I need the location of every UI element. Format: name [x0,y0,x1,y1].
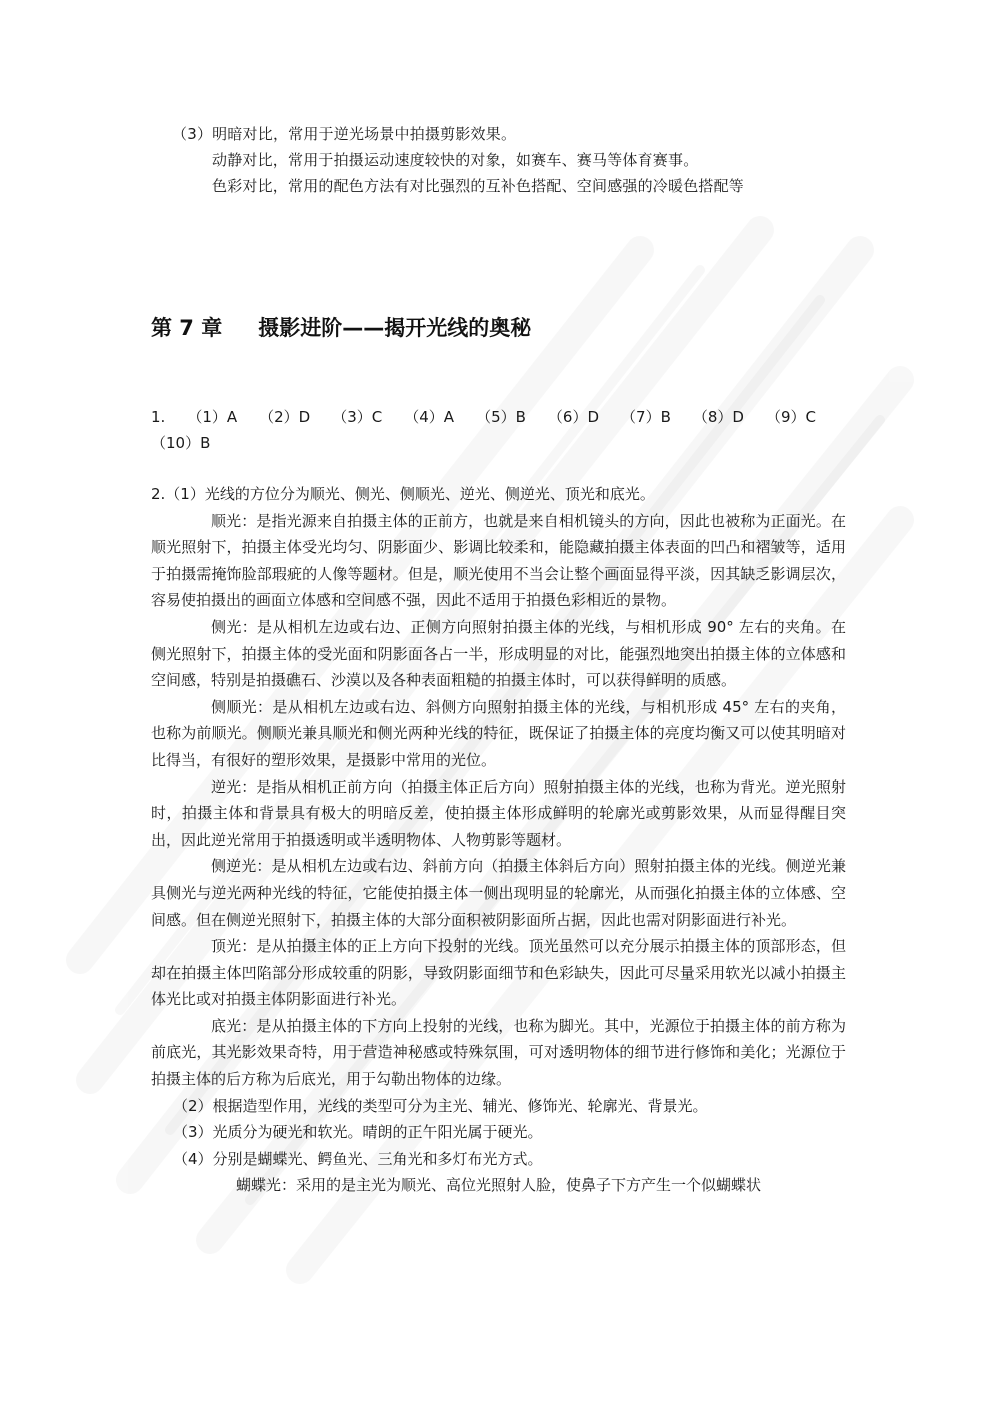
question-2-body [151,481,846,1199]
top-line-contrast-light: （3）明暗对比，常用于逆光场景中拍摄剪影效果。 [172,125,517,143]
answer-item: （4）A [404,408,455,426]
answer-list [151,404,851,456]
q2-top-light: 顶光：是从拍摄主体的正上方向下投射的光线。顶光虽然可以充分展示拍摄主体的顶部形态，但却在拍摄主体凹陷部分形成较重的阴影，导致阴影面细节和色彩缺失，因此可尽量采用软光以减小拍摄主体光比或对拍摄主体阴影面进行补光。 [151,937,846,1009]
answer-item: （3）C [332,408,383,426]
top-line-contrast-motion: 动静对比，常用于拍摄运动速度较快的对象，如赛车、赛马等体育赛事。 [212,151,699,169]
answer-lead: 1. [151,408,166,426]
answer-item: （5）B [476,408,526,426]
answer-item: （6）D [547,408,600,426]
chapter-title: 摄影进阶——揭开光线的奥秘 [258,316,532,340]
q2-side-light: 侧光：是从相机左边或右边、正侧方向照射拍摄主体的光线，与相机形成 90° 左右的夹角。在侧光照射下，拍摄主体的受光面和阴影面各占一半，形成明显的对比，能强烈地突出拍摄主体的立体感和空间感，特别是拍摄礁石、沙漠以及各种表面粗糙的拍摄主体时，可以获得鲜明的质感。 [151,617,846,690]
q2-item-3: （3）光质分为硬光和软光。晴朗的正午阳光属于硬光。 [173,1123,543,1142]
q2-side-back-light: 侧逆光：是从相机左边或右边、斜前方向（拍摄主体斜后方向）照射拍摄主体的光线。侧逆光兼具侧光与逆光两种光线的特征，它能使拍摄主体一侧出现明显的轮廓光，从而强化拍摄主体的立体感、空间感。但在侧逆光照射下，拍摄主体的大部分面积被阴影面所占据，因此也需对阴影面进行补光。 [151,857,846,929]
q2-side-front-light: 侧顺光：是从相机左边或右边、斜侧方向照射拍摄主体的光线，与相机形成 45° 左右的夹角，也称为前顺光。侧顺光兼具顺光和侧光两种光线的特征，既保证了拍摄主体的亮度均衡又可以使其明暗对比得当，有很好的塑形效果，是摄影中常用的光位。 [151,697,846,769]
answer-item: （8）D [692,408,744,426]
top-line-contrast-color: 色彩对比，常用的配色方法有对比强烈的互补色搭配、空间感强的冷暖色搭配等 [212,177,745,195]
q2-intro: 2.（1）光线的方位分为顺光、侧光、侧顺光、逆光、侧逆光、顶光和底光。 [151,485,655,503]
answer-item: （2）D [259,408,311,426]
q2-item-2: （2）根据造型作用，光线的类型可分为主光、辅光、修饰光、轮廓光、背景光。 [173,1096,708,1115]
chapter-heading [151,314,531,342]
q2-bottom-light: 底光：是从拍摄主体的下方向上投射的光线，也称为脚光。其中，光源位于拍摄主体的前方称为前底光，其光影效果奇特，用于营造神秘感或特殊氛围，可对透明物体的细节进行修饰和美化；光源位于拍摄主体的后方称为后底光，用于勾勒出物体的边缘。 [151,1016,846,1089]
answer-item: （9）C [765,408,817,426]
q2-item-4: （4）分别是蝴蝶光、鳄鱼光、三角光和多灯布光方式。 [173,1149,543,1168]
q2-butterfly-light: 蝴蝶光：采用的是主光为顺光、高位光照射人脸，使鼻子下方产生一个似蝴蝶状 [236,1176,762,1195]
q2-back-light: 逆光：是指从相机正前方向（拍摄主体正后方向）照射拍摄主体的光线，也称为背光。逆光照射时，拍摄主体和背景具有极大的明暗反差，使拍摄主体形成鲜明的轮廓光或剪影效果，从而显得醒目突出，因此逆光常用于拍摄透明或半透明物体、人物剪影等题材。 [151,777,846,849]
answer-item: （10）B [151,434,211,452]
answer-item: （1）A [187,408,238,426]
answer-item: （7）B [621,408,671,426]
chapter-number: 第 7 章 [151,316,223,340]
q2-front-light: 顺光：是指光源来自拍摄主体的正前方，也就是来自相机镜头的方向，因此也被称为正面光。在顺光照射下，拍摄主体受光均匀、阴影面少、影调比较柔和，能隐藏拍摄主体表面的凹凸和褶皱等，适用于拍摄需掩饰脸部瑕疵的人像等题材。但是，顺光使用不当会让整个画面显得平淡，因其缺乏影调层次，容易使拍摄出的画面立体感和空间感不强，因此不适用于拍摄色彩相近的景物。 [151,511,846,610]
